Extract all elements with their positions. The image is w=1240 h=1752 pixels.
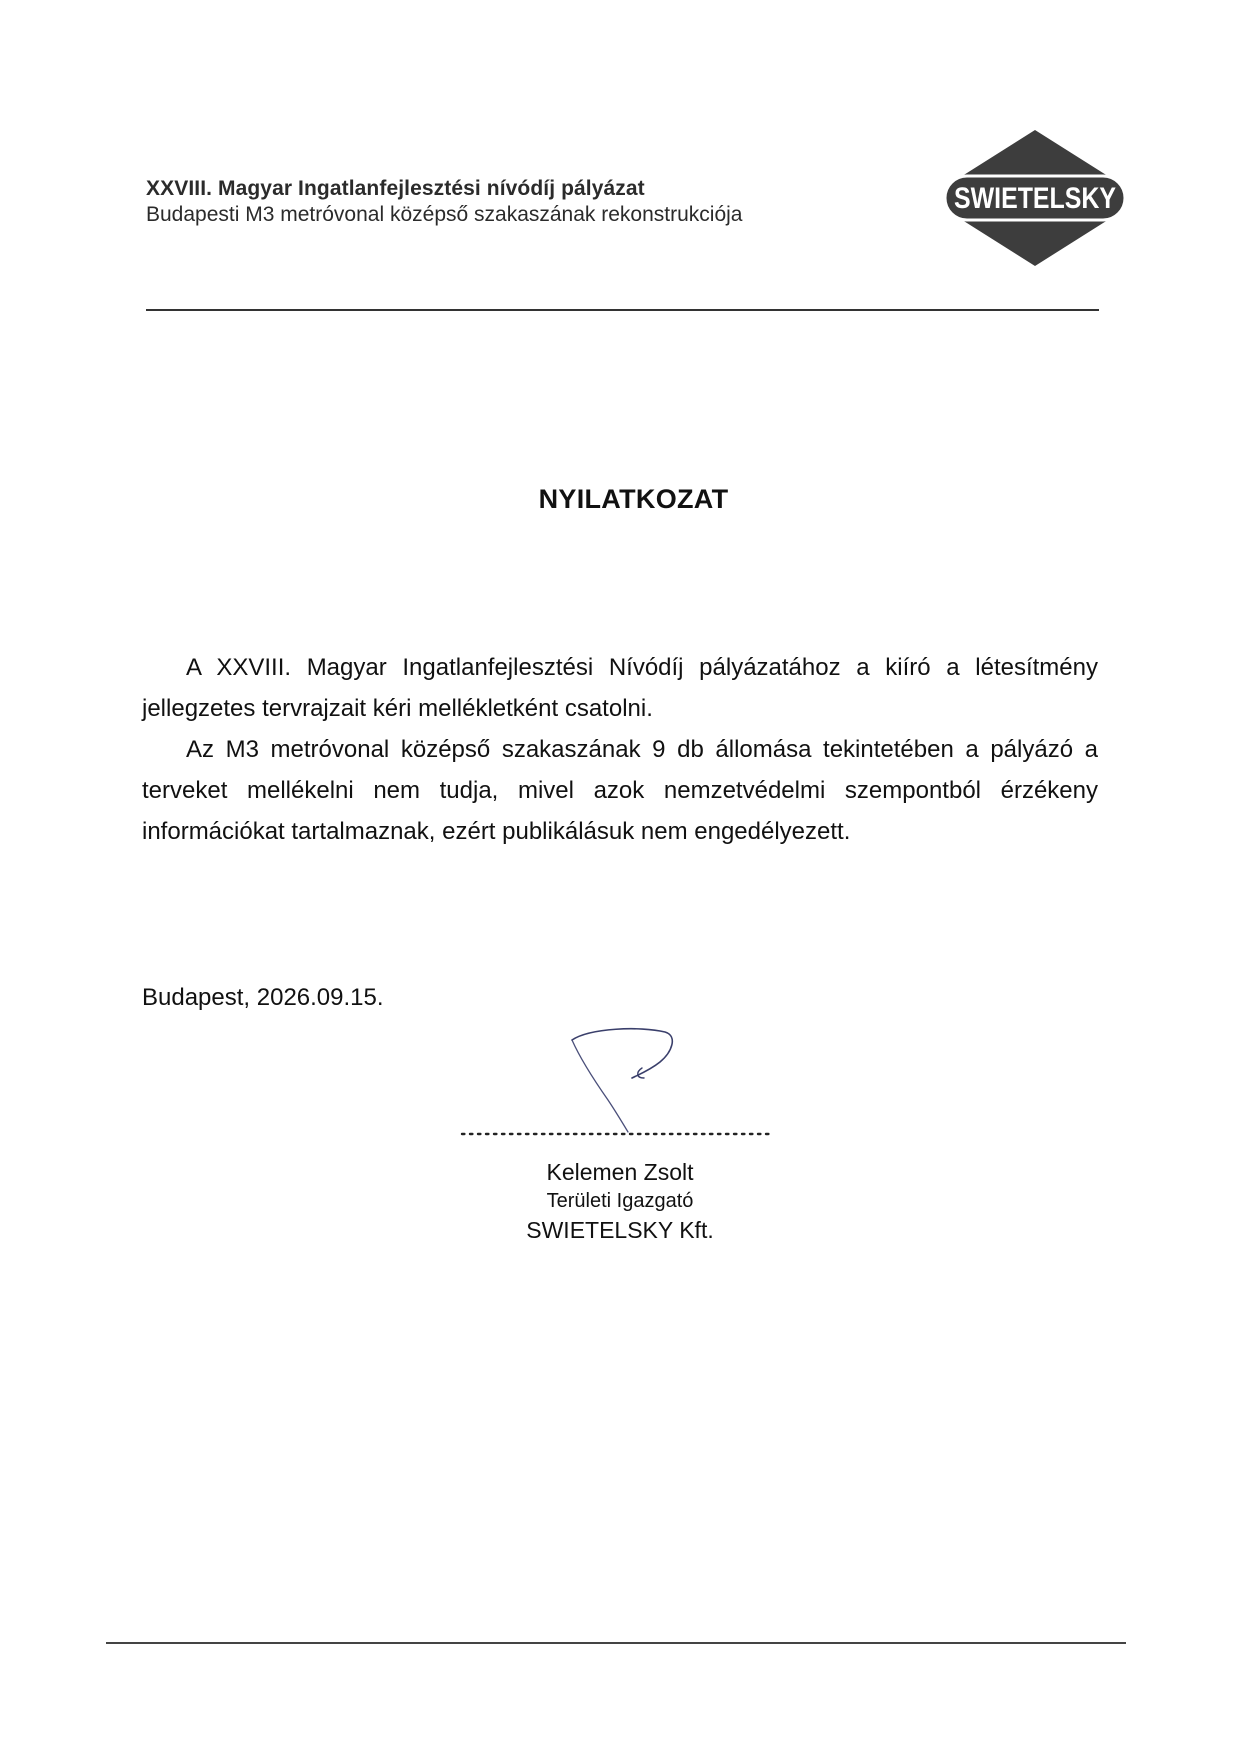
swietelsky-logo — [940, 128, 1130, 268]
competition-title: XXVIII. Magyar Ingatlanfejlesztési nívódíj pályázat — [146, 177, 645, 200]
paragraph-1: A XXVIII. Magyar Ingatlanfejlesztési Nívódíj pályázatához a kiíró a létesítmény jellegzetes tervrajzait kéri mellékletként csatolni. — [142, 654, 1098, 722]
logo-text: SWIETELSKY — [954, 182, 1116, 215]
signatory-role: Területi Igazgató — [546, 1190, 694, 1212]
header-divider — [146, 309, 1099, 311]
paragraph-2: Az M3 metróvonal középső szakaszának 9 db állomása tekintetében a pályázó a terveket mellékelni nem tudja, mivel azok nemzetvédelmi szempontból érzékeny információkat tartalmaznak, ezért publikálásuk nem engedélyezett. — [142, 736, 1098, 845]
footer-divider — [106, 1642, 1126, 1644]
signature-line — [458, 1128, 778, 1140]
place-date: Budapest, 2026.09.15. — [142, 984, 384, 1011]
document-body — [142, 647, 1098, 852]
letterhead — [146, 176, 906, 228]
signatory-block — [460, 1158, 780, 1245]
signatory-company: SWIETELSKY Kft. — [526, 1217, 714, 1243]
signatory-name: Kelemen Zsolt — [546, 1159, 694, 1185]
document-title: NYILATKOZAT — [538, 484, 729, 514]
project-subtitle: Budapesti M3 metróvonal középső szakaszának rekonstrukciója — [146, 203, 743, 226]
